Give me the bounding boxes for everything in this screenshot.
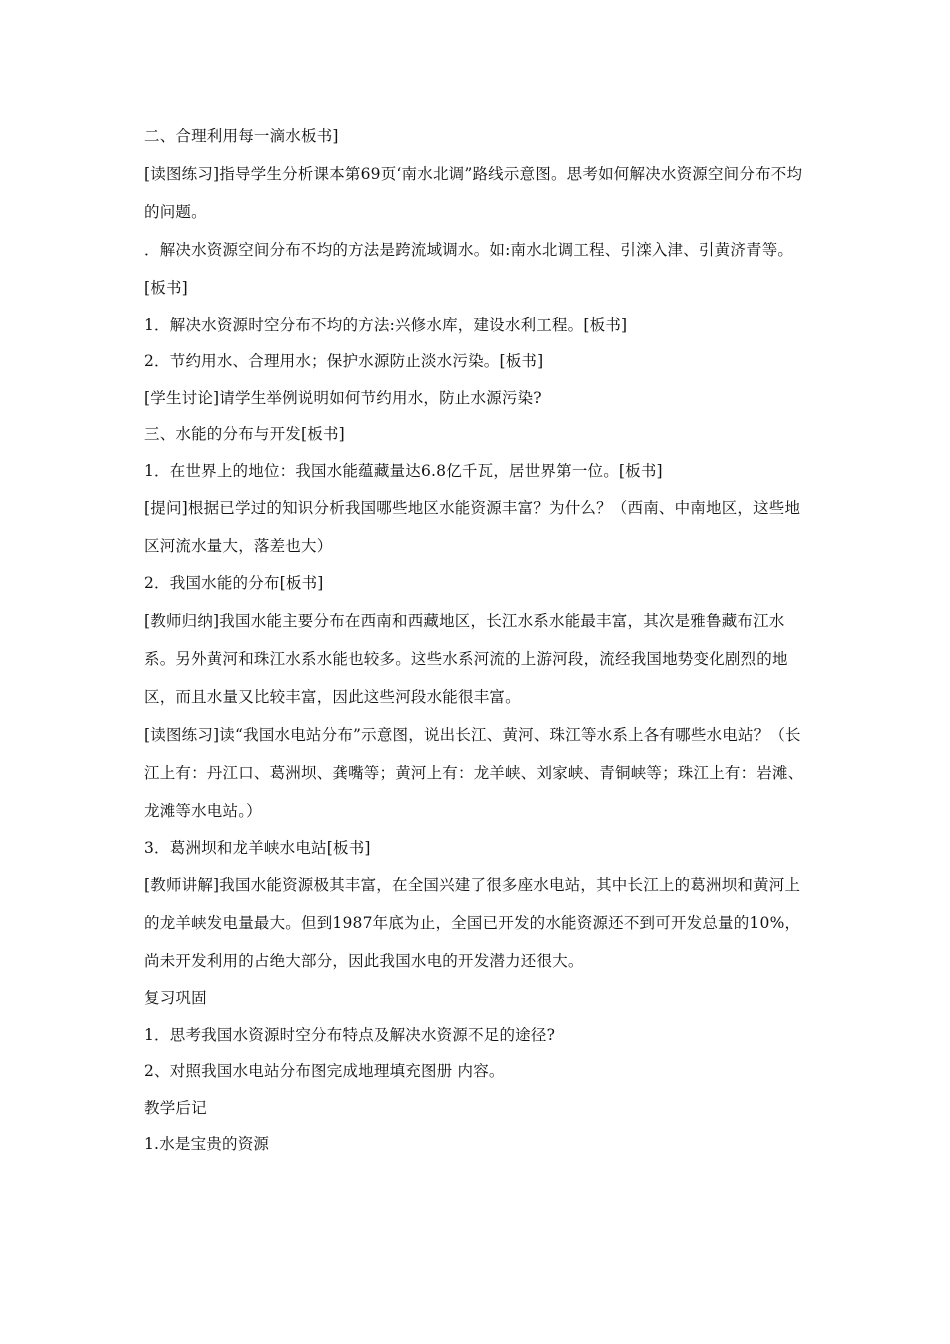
reading-exercise-paragraph: [读图练习]指导学生分析课本第69页‘南水北调”路线示意图。思考如何解决水资源空间分布不均的问题。 bbox=[144, 164, 803, 221]
student-discussion: [学生讨论]请学生举例说明如何节约用水，防止水源污染? bbox=[144, 388, 542, 407]
document-body bbox=[144, 118, 809, 1163]
point-1-world-status: 1．在世界上的地位：我国水能蕴藏量达6.8亿千瓦，居世界第一位。[板书] bbox=[144, 461, 663, 480]
cross-basin-transfer-paragraph: ．解决水资源空间分布不均的方法是跨流域调水。如:南水北调工程、引滦入津、引黄济青等。[板书] bbox=[144, 240, 794, 297]
review-heading: 复习巩固 bbox=[144, 989, 207, 1007]
question-paragraph: [提问]根据已学过的知识分析我国哪些地区水能资源丰富？为什么？（西南、中南地区，这些地区河流水量大，落差也大） bbox=[144, 499, 801, 555]
point-2-distribution: 2．我国水能的分布[板书] bbox=[144, 574, 324, 592]
teacher-summary-paragraph: [教师归纳]我国水能主要分布在西南和西藏地区，长江水系水能最丰富，其次是雅鲁藏布江水系。另外黄河和珠江水系水能也较多。这些水系河流的上游河段，流经我国地势变化剧烈的地区，而且水量又比较丰富，因此这些河段水能很丰富。 bbox=[144, 611, 788, 706]
teacher-explanation-paragraph: [教师讲解]我国水能资源极其丰富，在全国兴建了很多座水电站，其中长江上的葛洲坝和黄河上的龙羊峡发电量最大。但到1987年底为止，全国已开发的水能资源还不到可开发总量的10%，尚未开发利用的占绝大部分，因此我国水电的开发潜力还很大。 bbox=[144, 876, 801, 970]
section-heading-3: 三、水能的分布与开发[板书] bbox=[144, 425, 345, 443]
point-1-reservoirs: 1．解决水资源时空分布不均的方法:兴修水库，建设水利工程。[板书] bbox=[144, 315, 628, 334]
review-item-1: 1．思考我国水资源时空分布特点及解决水资源不足的途径? bbox=[144, 1025, 556, 1044]
teaching-notes-heading: 教学后记 bbox=[144, 1098, 207, 1117]
review-item-2: 2、对照我国水电站分布图完成地理填充图册 内容。 bbox=[144, 1062, 505, 1080]
point-3-power-stations: 3．葛洲坝和龙羊峡水电站[板书] bbox=[144, 838, 371, 857]
map-reading-paragraph: [读图练习]读“我国水电站分布”示意图，说出长江、黄河、珠江等水系上各有哪些水电站？（长江上有：丹江口、葛洲坝、龚嘴等；黄河上有：龙羊峡、刘家峡、青铜峡等；珠江上有：岩滩、龙滩等水电站。） bbox=[144, 725, 804, 820]
teaching-note-1: 1.水是宝贵的资源 bbox=[144, 1135, 270, 1153]
section-heading-2: 二、合理利用每一滴水板书] bbox=[144, 127, 339, 145]
point-2-conservation: 2．节约用水、合理用水；保护水源防止淡水污染。[板书] bbox=[144, 352, 544, 370]
